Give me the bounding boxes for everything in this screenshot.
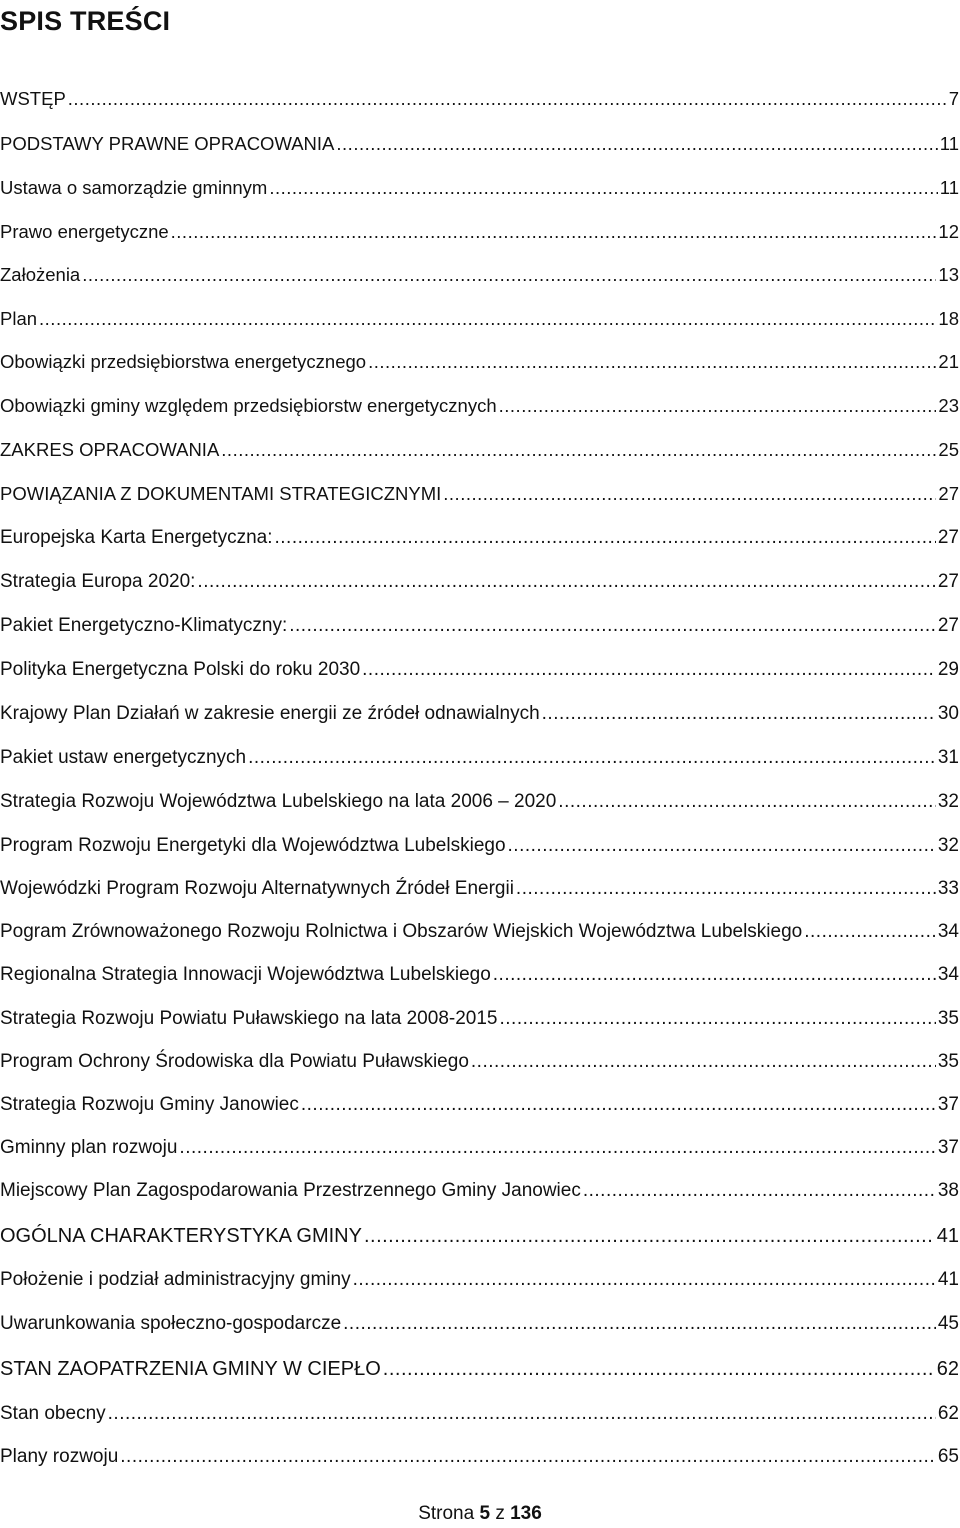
- toc-dot-leader: [269, 174, 937, 202]
- toc-entry-page-number: 34: [937, 964, 959, 985]
- toc-dot-leader: [108, 1400, 936, 1428]
- toc-entry-page-number: 62: [936, 1358, 959, 1380]
- toc-entry-page-number: 7: [948, 88, 959, 109]
- toc-entry-page-number: 45: [937, 1313, 959, 1334]
- toc-dot-leader: [804, 918, 936, 946]
- footer-total-pages: 136: [510, 1503, 542, 1524]
- toc-entry-page-number: 41: [937, 1269, 959, 1290]
- toc-entry-page-number: 38: [937, 1180, 959, 1201]
- toc-entry-label: Regionalna Strategia Innowacji Województwa Lubelskiego: [0, 964, 491, 985]
- toc-entry[interactable]: [0, 1266, 959, 1294]
- toc-entry-label: Polityka Energetyczna Polski do roku 2030: [0, 659, 361, 680]
- toc-dot-leader: [364, 1222, 935, 1250]
- toc-dot-leader: [383, 1355, 935, 1383]
- toc-entry-label: POWIĄZANIA Z DOKUMENTAMI STRATEGICZNYMI: [0, 483, 442, 504]
- footer-prefix: Strona: [418, 1503, 475, 1524]
- toc-entry-label: Gminny plan rozwoju: [0, 1137, 178, 1158]
- toc-dot-leader: [542, 700, 936, 728]
- toc-entry[interactable]: [0, 1134, 959, 1162]
- toc-entry[interactable]: [0, 568, 959, 596]
- toc-entry[interactable]: [0, 1310, 959, 1338]
- toc-dot-leader: [558, 788, 936, 816]
- toc-entry-label: OGÓLNA CHARAKTERYSTYKA GMINY: [0, 1225, 362, 1247]
- toc-dot-leader: [248, 744, 936, 772]
- toc-entry-page-number: 23: [938, 395, 959, 416]
- page-title: SPIS TREŚCI: [0, 6, 171, 36]
- toc-dot-leader: [120, 1443, 936, 1471]
- toc-dot-leader: [583, 1177, 936, 1205]
- toc-entry-page-number: 65: [937, 1446, 959, 1467]
- toc-dot-leader: [443, 480, 936, 508]
- toc-entry-page-number: 34: [937, 921, 959, 942]
- toc-dot-leader: [493, 961, 936, 989]
- toc-entry-page-number: 27: [937, 615, 959, 636]
- toc-entry-page-number: 32: [937, 791, 959, 812]
- toc-entry-page-number: 27: [937, 527, 959, 548]
- toc-entry-label: Uwarunkowania społeczno-gospodarcze: [0, 1313, 342, 1334]
- toc-entry-page-number: 35: [937, 1008, 959, 1029]
- toc-entry-page-number: 31: [937, 747, 959, 768]
- toc-entry-label: Obowiązki przedsiębiorstwa energetycznego: [0, 351, 367, 372]
- toc-entry-page-number: 35: [937, 1051, 959, 1072]
- toc-entry[interactable]: [0, 1400, 959, 1428]
- toc-entry-page-number: 37: [937, 1137, 959, 1158]
- toc-entry[interactable]: [0, 348, 959, 376]
- toc-entry-label: Strategia Europa 2020:: [0, 571, 196, 592]
- toc-entry-page-number: 11: [939, 177, 959, 198]
- toc-dot-leader: [353, 1266, 936, 1294]
- toc-entry-page-number: 12: [938, 221, 959, 242]
- toc-dot-leader: [275, 524, 936, 552]
- footer-current-page: 5: [479, 1503, 491, 1524]
- toc-dot-leader: [171, 218, 937, 246]
- toc-dot-leader: [343, 1310, 936, 1338]
- toc-entry-page-number: 41: [936, 1225, 959, 1247]
- toc-entry-label: PODSTAWY PRAWNE OPRACOWANIA: [0, 133, 335, 154]
- toc-entry[interactable]: [0, 1222, 959, 1250]
- toc-entry-label: Europejska Karta Energetyczna:: [0, 527, 273, 548]
- toc-dot-leader: [289, 612, 936, 640]
- toc-entry[interactable]: [0, 1005, 959, 1033]
- toc-entry-label: Pakiet ustaw energetycznych: [0, 747, 247, 768]
- toc-entry-label: Położenie i podział administracyjny gminy: [0, 1269, 351, 1290]
- toc-entry-page-number: 27: [938, 483, 959, 504]
- toc-dot-leader: [499, 392, 937, 420]
- toc-entry-label: Ustawa o samorządzie gminnym: [0, 177, 268, 198]
- toc-entry-page-number: 37: [937, 1094, 959, 1115]
- toc-entry-label: Plan: [0, 308, 38, 329]
- toc-dot-leader: [301, 1091, 936, 1119]
- toc-entry-label: Obowiązki gminy względem przedsiębiorstw energetycznych: [0, 395, 497, 416]
- toc-entry[interactable]: [0, 174, 959, 202]
- toc-entry-label: Stan obecny: [0, 1403, 106, 1424]
- toc-dot-leader: [82, 261, 936, 289]
- toc-dot-leader: [39, 305, 936, 333]
- toc-dot-leader: [197, 568, 935, 596]
- toc-entry[interactable]: [0, 612, 959, 640]
- toc-entry[interactable]: [0, 436, 959, 464]
- toc-entry-page-number: 11: [939, 133, 959, 154]
- toc-dot-leader: [516, 875, 936, 903]
- toc-entry-label: Krajowy Plan Działań w zakresie energii ze źródeł odnawialnych: [0, 703, 540, 724]
- toc-entry[interactable]: [0, 1355, 959, 1383]
- toc-entry-label: Założenia: [0, 264, 81, 285]
- toc-entry-page-number: 27: [937, 571, 959, 592]
- toc-entry[interactable]: [0, 700, 959, 728]
- toc-entry-label: Pakiet Energetyczno-Klimatyczny:: [0, 615, 288, 636]
- toc-dot-leader: [221, 436, 936, 464]
- toc-entry-label: Program Ochrony Środowiska dla Powiatu Puławskiego: [0, 1051, 469, 1072]
- toc-dot-leader: [471, 1048, 936, 1076]
- toc-entry[interactable]: [0, 1177, 959, 1205]
- toc-entry-page-number: 33: [937, 878, 959, 899]
- toc-dot-leader: [508, 832, 936, 860]
- toc-entry[interactable]: [0, 788, 959, 816]
- toc-entry-page-number: 29: [937, 659, 959, 680]
- toc-entry-label: WSTĘP: [0, 88, 66, 109]
- toc-entry-page-number: 13: [938, 264, 959, 285]
- toc-entry-page-number: 32: [937, 835, 959, 856]
- toc-entry-label: Strategia Rozwoju Gminy Janowiec: [0, 1094, 299, 1115]
- toc-entry[interactable]: [0, 1443, 959, 1471]
- toc-entry[interactable]: [0, 744, 959, 772]
- toc-entry[interactable]: [0, 392, 959, 420]
- toc-dot-leader: [336, 130, 937, 158]
- toc-dot-leader: [179, 1134, 935, 1162]
- toc-entry-label: Wojewódzki Program Rozwoju Alternatywnych Źródeł Energii: [0, 878, 514, 899]
- toc-entry-label: Miejscowy Plan Zagospodarowania Przestrzennego Gminy Janowiec: [0, 1180, 581, 1201]
- toc-entry[interactable]: [0, 85, 959, 113]
- toc-dot-leader: [68, 85, 947, 113]
- toc-entry-label: Strategia Rozwoju Województwa Lubelskiego na lata 2006 – 2020: [0, 791, 557, 812]
- toc-entry-label: Program Rozwoju Energetyki dla Województwa Lubelskiego: [0, 835, 506, 856]
- toc-entry-page-number: 25: [938, 439, 959, 460]
- toc-dot-leader: [368, 348, 936, 376]
- page-footer: [0, 1500, 960, 1528]
- toc-entry-label: Strategia Rozwoju Powiatu Puławskiego na lata 2008-2015: [0, 1008, 498, 1029]
- toc-entry-label: ZAKRES OPRACOWANIA: [0, 439, 220, 460]
- toc-entry[interactable]: [0, 918, 959, 946]
- toc-entry-page-number: 30: [937, 703, 959, 724]
- toc-dot-leader: [499, 1005, 935, 1033]
- toc-entry-page-number: 18: [938, 308, 959, 329]
- toc-entry-label: Prawo energetyczne: [0, 221, 169, 242]
- toc-entry[interactable]: [0, 524, 959, 552]
- toc-entry[interactable]: [0, 130, 959, 158]
- footer-separator: z: [495, 1503, 505, 1524]
- toc-entry[interactable]: [0, 875, 959, 903]
- toc-entry-label: Plany rozwoju: [0, 1446, 119, 1467]
- toc-entry-page-number: 21: [938, 351, 959, 372]
- toc-entry[interactable]: [0, 261, 959, 289]
- toc-entry-label: Pogram Zrównoważonego Rozwoju Rolnictwa i Obszarów Wiejskich Województwa Lubelskiego: [0, 921, 803, 942]
- toc-entry-label: STAN ZAOPATRZENIA GMINY W CIEPŁO: [0, 1358, 381, 1380]
- toc-entry[interactable]: [0, 961, 959, 989]
- toc-dot-leader: [362, 656, 936, 684]
- toc-entry-page-number: 62: [937, 1403, 959, 1424]
- toc-entry[interactable]: [0, 218, 959, 246]
- toc-entry[interactable]: [0, 656, 959, 684]
- toc-entry[interactable]: [0, 305, 959, 333]
- toc-entry[interactable]: [0, 1091, 959, 1119]
- toc-entry[interactable]: [0, 1048, 959, 1076]
- toc-entry[interactable]: [0, 480, 959, 508]
- toc-entry[interactable]: [0, 832, 959, 860]
